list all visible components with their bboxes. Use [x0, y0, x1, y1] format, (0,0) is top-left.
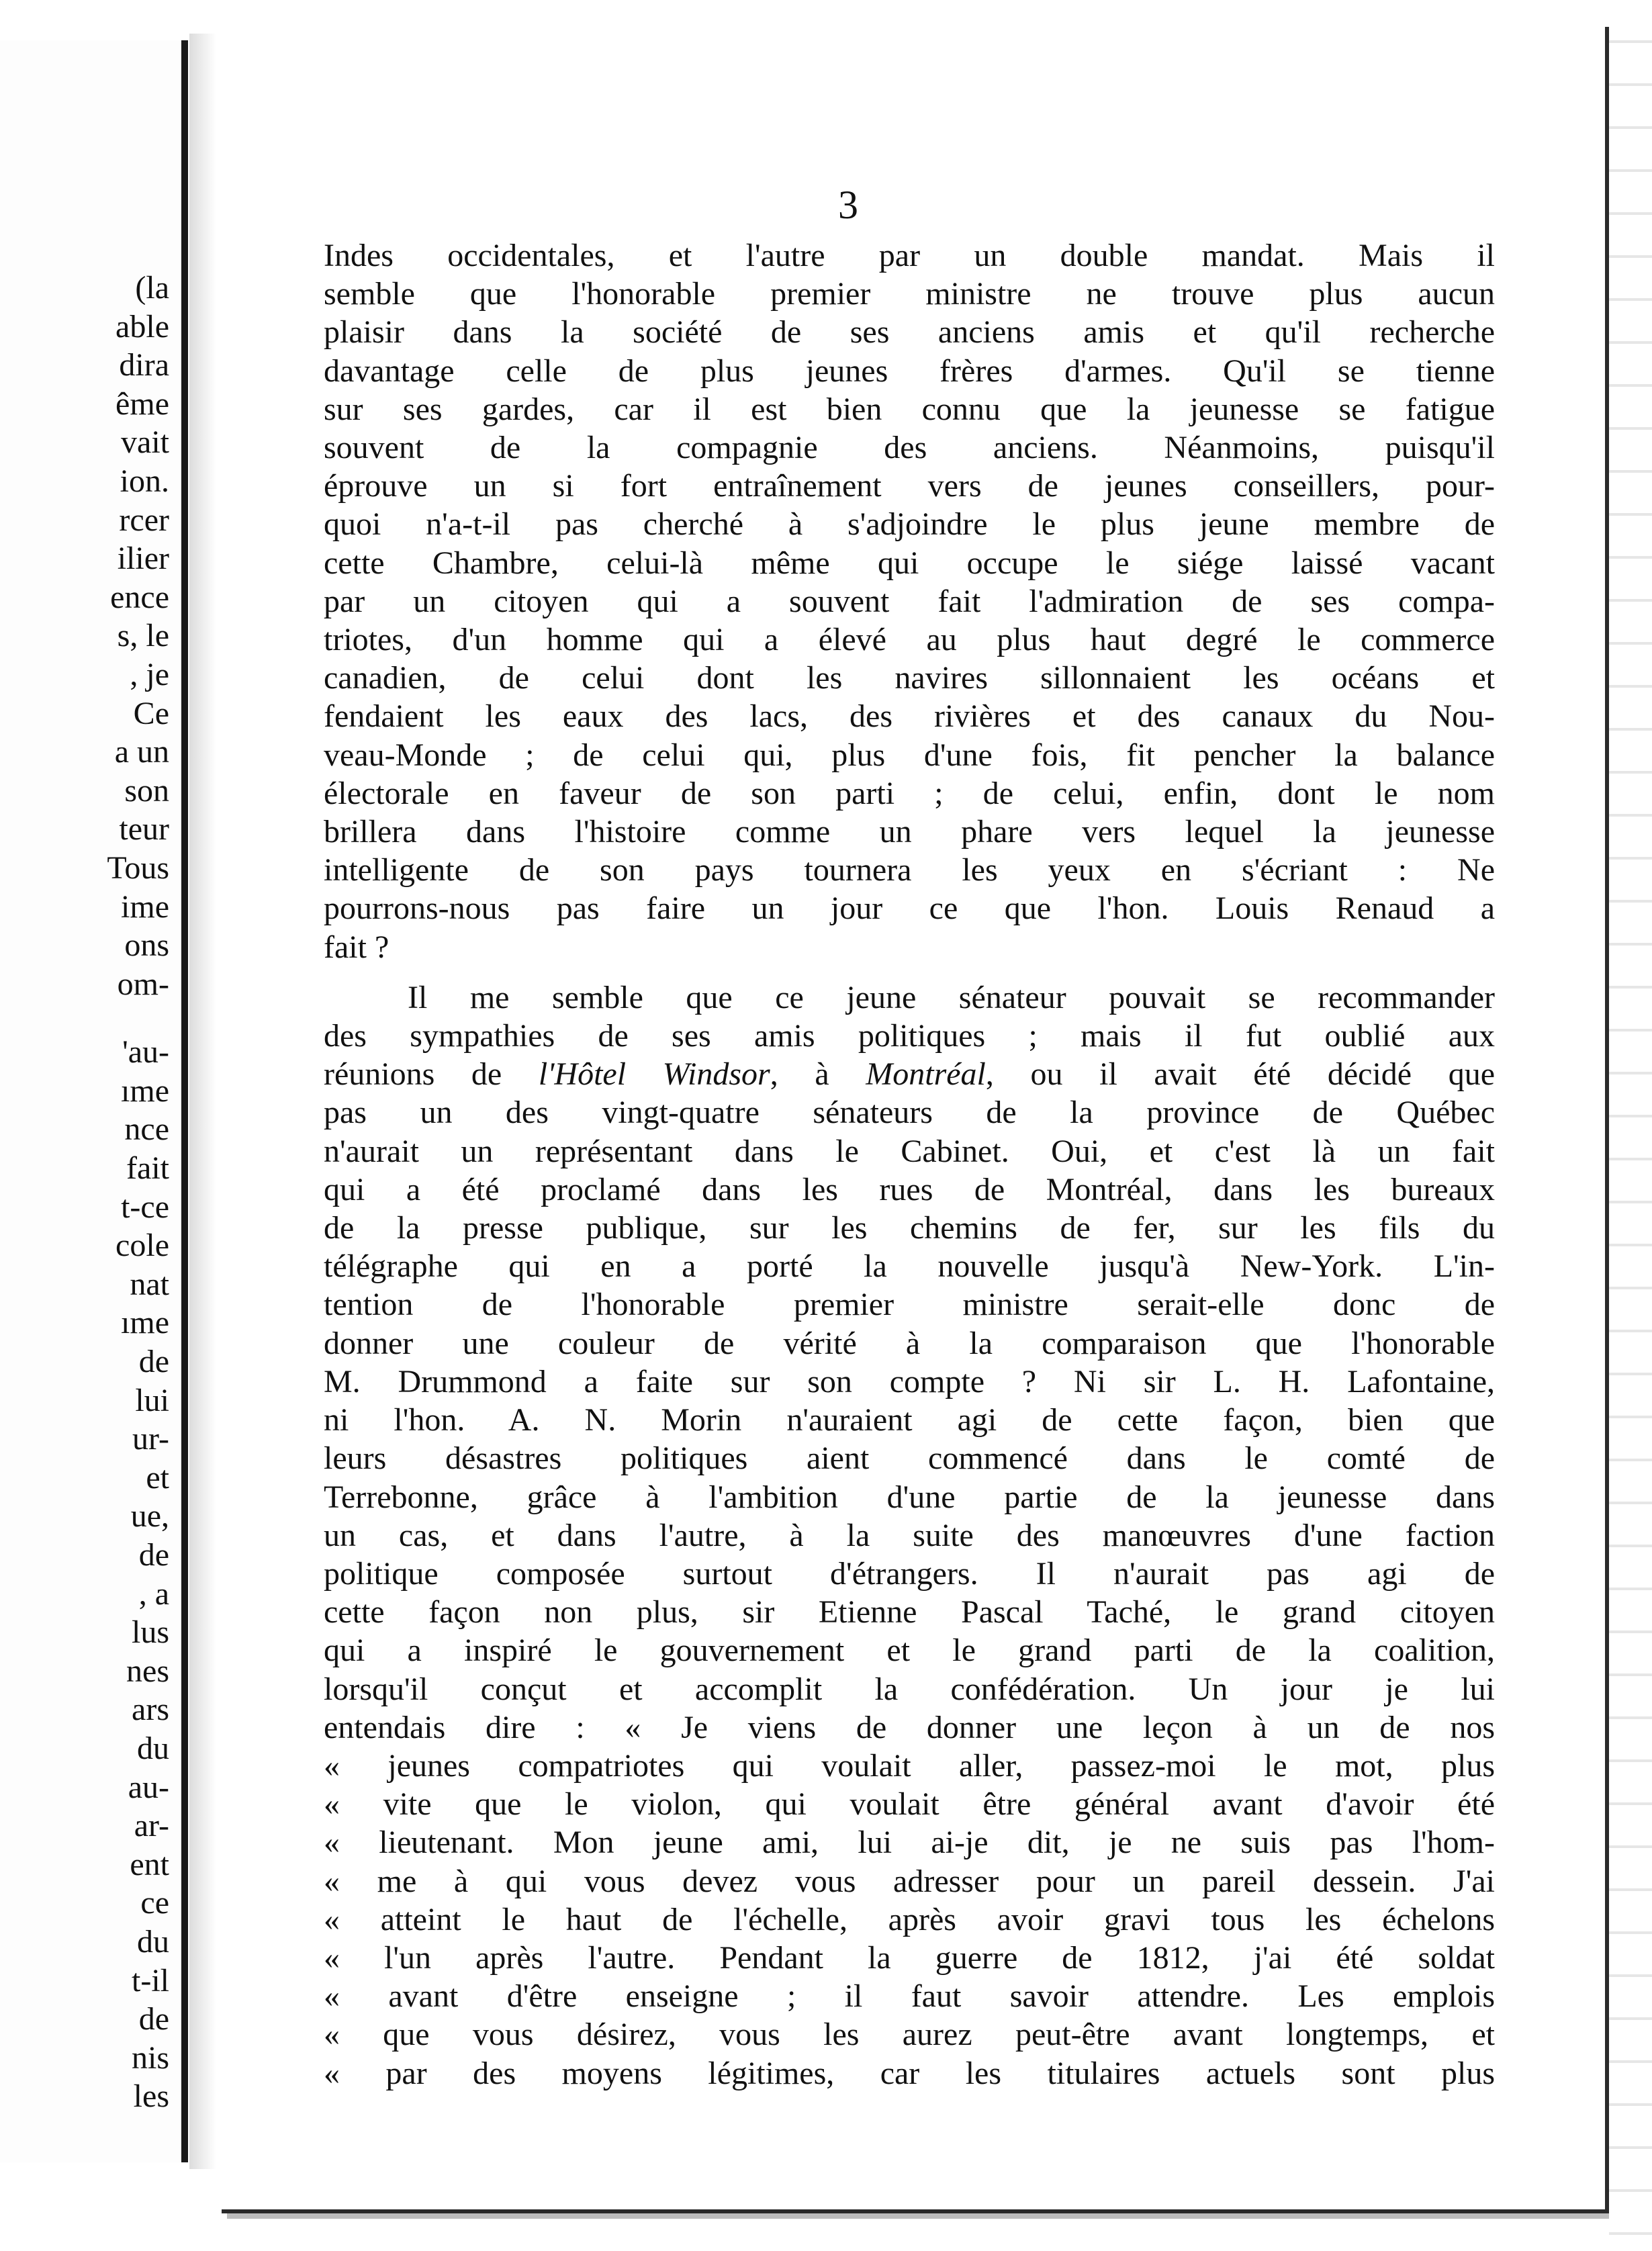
- left-page-fragment: , a: [138, 1575, 169, 1612]
- text-line: cette Chambre, celui-là même qui occupe le siége laissé vacant: [324, 545, 1495, 581]
- main-page: [222, 27, 1609, 2213]
- text-line: télégraphe qui en a porté la nouvelle jusqu'à New-York. L'in-: [324, 1248, 1495, 1285]
- text-line: pas un des vingt-quatre sénateurs de la province de Québec: [324, 1095, 1495, 1131]
- left-page-fragment: et: [146, 1459, 169, 1496]
- left-page-fragment: , je: [130, 656, 169, 692]
- text-line: Il me semble que ce jeune sénateur pouvait se recommander: [408, 979, 1495, 1015]
- left-page-fragment: cole: [116, 1228, 169, 1264]
- text-line: politique composée surtout d'étrangers. Il n'aurait pas agi de: [324, 1555, 1495, 1592]
- left-page-fragment: s, le: [117, 618, 169, 654]
- left-page-fragment: ime: [121, 888, 169, 925]
- left-page-fragment: able: [116, 308, 169, 344]
- left-page-fragment: dira: [119, 347, 169, 383]
- text-line: par un citoyen qui a souvent fait l'admiration de ses compa-: [324, 583, 1495, 619]
- text-line: souvent de la compagnie des anciens. Néanmoins, puisqu'il: [324, 430, 1495, 466]
- hotel-windsor-italic: l'Hôtel Windsor: [538, 1056, 770, 1093]
- text-line: pourrons-nous pas faire un jour ce que l'hon. Louis Renaud a: [324, 890, 1495, 927]
- paragraph-2-rest: [324, 1093, 1495, 2092]
- text-line: semble que l'honorable premier ministre ne trouve plus aucun: [324, 276, 1495, 312]
- left-page-fragment: rcer: [119, 502, 169, 538]
- fragment-gap: [107, 1003, 169, 1033]
- text-line: quoi n'a-t-il pas cherché à s'adjoindre le plus jeune membre de: [324, 506, 1495, 543]
- text-line: canadien, de celui dont les navires sillonnaient les océans et: [324, 660, 1495, 696]
- left-page-fragment: son: [124, 772, 169, 809]
- left-page-fragment: teur: [119, 811, 169, 847]
- text-line: fendaient les eaux des lacs, des rivières et des canaux du Nou-: [324, 698, 1495, 735]
- left-page-fragment: nis: [131, 2039, 169, 2076]
- paragraph-2: [324, 978, 1495, 2093]
- left-page-fragment: nat: [130, 1266, 169, 1302]
- left-page-fragment: du: [137, 1730, 169, 1766]
- text-line: Indes occidentales, et l'autre par un double mandat. Mais il: [324, 238, 1495, 273]
- left-page-fragment: ıme: [121, 1072, 169, 1109]
- left-page-fragment: les: [133, 2078, 169, 2115]
- left-page-fragment: ce: [140, 1885, 169, 1921]
- left-page-fragment: ur-: [132, 1421, 169, 1457]
- left-page-fragment: ilier: [117, 541, 169, 577]
- text-line: « l'un après l'autre. Pendant la guerre de 1812, j'ai été soldat: [324, 1939, 1495, 1976]
- book-gutter: [189, 34, 216, 2169]
- text-line: ni l'hon. A. N. Morin n'auraient agi de cette façon, bien que: [324, 1402, 1495, 1438]
- text-line: « que vous désirez, vous les aurez peut-être avant longtemps, et: [324, 2017, 1495, 2053]
- left-page-fragment: du: [137, 1923, 169, 1960]
- text-line: [324, 1055, 1495, 1093]
- montreal-italic: Montréal: [866, 1056, 986, 1093]
- left-page-fragment: t-ce: [121, 1189, 169, 1225]
- text-line: « avant d'être enseigne ; il faut savoir attendre. Les emplois: [324, 1978, 1495, 2015]
- text-fragment: , à: [770, 1056, 866, 1093]
- page-number: 3: [838, 183, 858, 227]
- left-page-fragment: ême: [116, 385, 169, 422]
- left-page-fragment: au-: [128, 1769, 169, 1805]
- text-line: lorsqu'il conçut et accomplit la confédération. Un jour je lui: [324, 1671, 1495, 1707]
- text-line: tention de l'honorable premier ministre serait-elle donc de: [324, 1287, 1495, 1323]
- text-line: plaisir dans la société de ses anciens amis et qu'il recherche: [324, 314, 1495, 351]
- text-line: sur ses gardes, car il est bien connu que la jeunesse se fatigue: [324, 391, 1495, 427]
- left-page-fragment: ent: [130, 1846, 169, 1882]
- text-fragment: , ou il avait été décidé que: [985, 1056, 1495, 1093]
- text-line: « lieutenant. Mon jeune ami, lui ai-je dit, je ne suis pas l'hom-: [324, 1825, 1495, 1861]
- text-line: M. Drummond a faite sur son compte ? Ni sir L. H. Lafontaine,: [324, 1363, 1495, 1399]
- left-page-fragment: ons: [124, 927, 169, 964]
- left-page-fragment: t-il: [132, 1962, 169, 1999]
- text-line: fait ?: [324, 929, 389, 965]
- text-line: donner une couleur de vérité à la comparaison que l'honorable: [324, 1325, 1495, 1361]
- text-line: un cas, et dans l'autre, à la suite des manœuvres d'une faction: [324, 1517, 1495, 1553]
- text-line: « vite que le violon, qui voulait être général avant d'avoir été: [324, 1786, 1495, 1823]
- left-page-fragment: nce: [124, 1111, 169, 1148]
- left-page-fragment: ars: [132, 1692, 169, 1728]
- left-page-fragment: (la: [135, 270, 169, 306]
- text-line: des sympathies de ses amis politiques ; mais il fut oublié aux: [324, 1018, 1495, 1054]
- left-page-fragment: fait: [126, 1150, 169, 1187]
- text-line: qui a inspiré le gouvernement et le grand parti de la coalition,: [324, 1633, 1495, 1669]
- text-line: cette façon non plus, sir Etienne Pascal Taché, le grand citoyen: [324, 1594, 1495, 1630]
- left-page-fragment: lus: [131, 1614, 169, 1651]
- left-page-fragment: de: [138, 1537, 169, 1573]
- text-fragment: réunions de: [324, 1056, 539, 1093]
- left-page-fragment: ar-: [134, 1808, 169, 1844]
- left-page-fragment: vait: [121, 424, 169, 461]
- left-page-fragment: om-: [117, 966, 169, 1002]
- text-line: « jeunes compatriotes qui voulait aller, passez-moi le mot, plus: [324, 1747, 1495, 1784]
- text-line: leurs désastres politiques aient commencé dans le comté de: [324, 1440, 1495, 1477]
- text-line: brillera dans l'histoire comme un phare vers lequel la jeunesse: [324, 814, 1495, 850]
- text-line: de la presse publique, sur les chemins de fer, sur les fils du: [324, 1210, 1495, 1246]
- left-page-fragment: Ce: [133, 695, 169, 731]
- left-page-text-fragments: [107, 269, 169, 2116]
- text-line: « me à qui vous devez vous adresser pour un pareil dessein. J'ai: [324, 1863, 1495, 1899]
- left-page-fragment: a un: [114, 734, 169, 770]
- left-page-fragment: Tous: [107, 849, 169, 886]
- body-text: [324, 236, 1495, 2093]
- left-page-fragment: ue,: [130, 1498, 169, 1534]
- text-line: qui a été proclamé dans les rues de Montréal, dans les bureaux: [324, 1171, 1495, 1207]
- text-line: « par des moyens légitimes, car les titulaires actuels sont plus: [324, 2055, 1495, 2091]
- text-line: veau-Monde ; de celui qui, plus d'une fois, fit pencher la balance: [324, 737, 1495, 773]
- text-line: électorale en faveur de son parti ; de celui, enfin, dont le nom: [324, 775, 1495, 811]
- left-page-fragment: ence: [110, 579, 169, 615]
- left-page-fragment: 'au-: [122, 1034, 169, 1070]
- text-line: davantage celle de plus jeunes frères d'armes. Qu'il se tienne: [324, 353, 1495, 389]
- text-line: n'aurait un représentant dans le Cabinet. Oui, et c'est là un fait: [324, 1133, 1495, 1169]
- text-line: entendais dire : « Je viens de donner une leçon à un de nos: [324, 1709, 1495, 1745]
- left-page-edge: [0, 40, 188, 2162]
- left-page-fragment: nes: [126, 1653, 169, 1689]
- left-page-fragment: de: [138, 2001, 169, 2037]
- text-line: éprouve un si fort entraînement vers de jeunes conseillers, pour-: [324, 468, 1495, 504]
- left-page-fragment: ion.: [120, 463, 169, 499]
- scan-edge-strip: [1609, 0, 1652, 2251]
- paragraph-1: [324, 236, 1495, 966]
- text-line: triotes, d'un homme qui a élevé au plus haut degré le commerce: [324, 622, 1495, 658]
- left-page-fragment: lui: [135, 1382, 169, 1418]
- left-page-fragment: ıme: [121, 1305, 169, 1341]
- text-line: Terrebonne, grâce à l'ambition d'une partie de la jeunesse dans: [324, 1479, 1495, 1515]
- text-line: intelligente de son pays tournera les yeux en s'écriant : Ne: [324, 852, 1495, 888]
- text-line: « atteint le haut de l'échelle, après avoir gravi tous les échelons: [324, 1901, 1495, 1937]
- left-page-fragment: de: [138, 1344, 169, 1380]
